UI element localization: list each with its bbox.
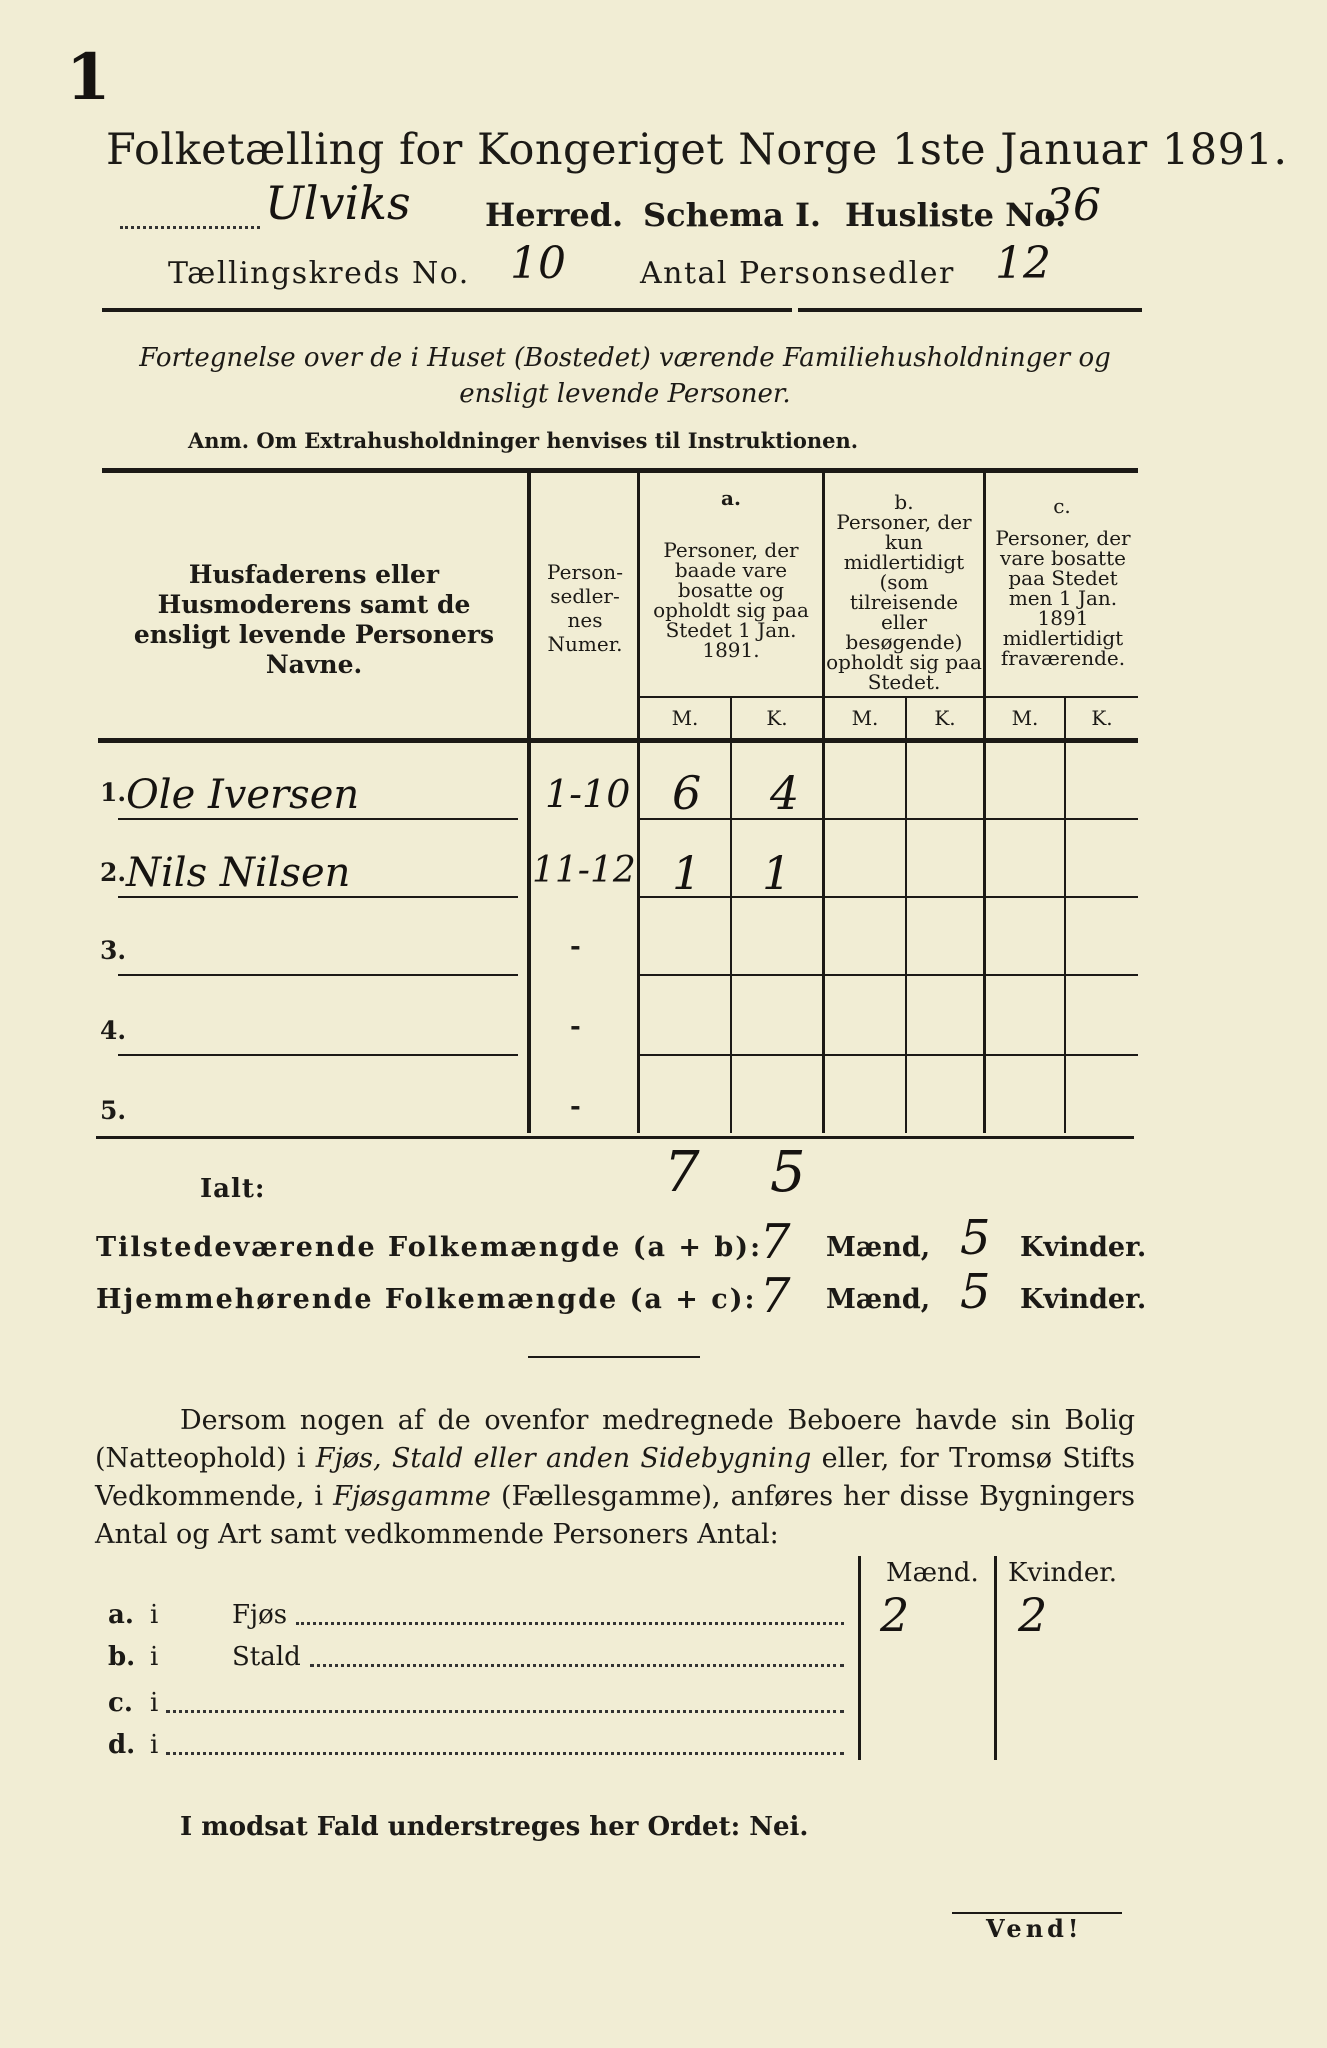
hjemme-m: 7 [760, 1268, 791, 1324]
col-c-letter: c. [1053, 494, 1071, 518]
kreds-value: 10 [510, 238, 566, 289]
schema-label: Schema I. [643, 196, 822, 234]
ialt-k: 5 [770, 1140, 806, 1205]
col-b-letter: b. [894, 490, 914, 514]
col-divider-c-mk [1064, 698, 1066, 1133]
row4-number: 4. [100, 1016, 127, 1045]
row1-name: Ole Iversen [126, 772, 360, 818]
bld-row-a-i: i [150, 1600, 159, 1630]
row1-number: 1. [100, 778, 127, 807]
bld-row-a-letter: a. [108, 1600, 134, 1630]
para-italic-1: Fjøs, Stald eller anden Sidebygning [315, 1443, 812, 1474]
row4-line-data [640, 1054, 1138, 1056]
c-m-label: M. [1011, 706, 1039, 730]
b-k-label: K. [934, 706, 956, 730]
col-numer-header: Person-sedler-nes Numer. [547, 560, 623, 656]
ialt-label: Ialt: [200, 1174, 266, 1204]
bld-maend-header: Mænd. [886, 1558, 979, 1588]
corner-mark: 1 [66, 40, 111, 115]
modsat-fald-note: I modsat Fald understreges her Ordet: Nei. [180, 1812, 809, 1842]
tilstede-kvinder: Kvinder. [1020, 1232, 1147, 1263]
para-text-2: eller, for Tromsø Stifts Vedkommende, i [95, 1443, 1135, 1512]
bld-row-a-kvinder: 2 [1018, 1588, 1048, 1642]
row1-a-m: 6 [672, 766, 702, 820]
bld-row-b-dots [310, 1664, 844, 1667]
row3-line [118, 974, 518, 976]
hjemme-label: Hjemmehørende Folkemængde (a + c): [96, 1284, 757, 1315]
row3-line-data [640, 974, 1138, 976]
mk-header-rule [637, 696, 1138, 698]
row2-line-data [640, 896, 1138, 898]
form-title: Folketælling for Kongeriget Norge 1ste Januar 1891. [106, 125, 1288, 175]
row1-a-k: 4 [770, 766, 800, 820]
col-divider-a-mk [730, 698, 732, 1133]
row2-line [118, 896, 518, 898]
sidebygning-paragraph [95, 1402, 1135, 1554]
a-k-label: K. [766, 706, 788, 730]
kreds-label: Tællingskreds No. [168, 256, 470, 291]
row4-numer: - [570, 1012, 581, 1042]
row1-line-data [640, 818, 1138, 820]
bld-row-b-label: Stald [232, 1642, 301, 1672]
anm-note: Anm. Om Extrahusholdninger henvises til Instruktionen. [188, 428, 859, 453]
tilstede-m: 7 [760, 1214, 791, 1270]
bld-row-a-maend: 2 [880, 1588, 910, 1642]
header-rule-right [798, 308, 1142, 312]
row5-number: 5. [100, 1096, 127, 1125]
a-m-label: M. [671, 706, 699, 730]
row5-numer: - [570, 1092, 581, 1122]
form-description: Fortegnelse over de i Huset (Bostedet) værende Familiehusholdninger og ensligt levende Personer. [139, 343, 1111, 409]
bld-row-c-dots [166, 1710, 844, 1713]
ialt-m: 7 [664, 1140, 700, 1205]
c-k-label: K. [1091, 706, 1113, 730]
herred-dots [120, 226, 260, 229]
row3-number: 3. [100, 936, 127, 965]
col-divider-numer [637, 473, 640, 1133]
herred-value: Ulviks [265, 176, 411, 230]
row2-a-k: 1 [762, 846, 792, 900]
col-a-letter: a. [721, 486, 741, 510]
personsedler-label: Antal Personsedler [640, 256, 955, 291]
hjemme-kvinder: Kvinder. [1020, 1284, 1147, 1315]
col-c-header: Personer, der vare bosatte paa Stedet men 1 Jan. 1891 midlertidigt fraværende. [995, 526, 1131, 670]
tilstede-k: 5 [960, 1210, 991, 1266]
table-header-bottom-rule [98, 738, 1138, 743]
bld-row-c-letter: c. [108, 1688, 133, 1718]
row2-name: Nils Nilsen [126, 850, 351, 896]
row1-numer: 1-10 [545, 772, 631, 816]
header-rule-left [102, 308, 792, 312]
table-bottom-rule [96, 1136, 1134, 1139]
bld-col-divider-1 [858, 1556, 861, 1760]
row2-a-m: 1 [672, 846, 702, 900]
row3-numer: - [570, 932, 581, 962]
tilstede-maend: Mænd, [826, 1232, 931, 1263]
hjemme-maend: Mænd, [826, 1284, 931, 1315]
bld-row-a-dots [296, 1622, 844, 1625]
col-divider-b [983, 473, 986, 1133]
totals-separator [528, 1356, 700, 1358]
col-b-header: Personer, der kun midlertidigt (som tilreisende eller besøgende) opholdt sig paa Stedet. [826, 510, 982, 694]
bld-kvinder-header: Kvinder. [1008, 1558, 1118, 1588]
herred-label: Herred. [485, 196, 624, 234]
bld-col-divider-2 [994, 1556, 997, 1760]
row1-line [118, 818, 518, 820]
b-m-label: M. [851, 706, 879, 730]
col-divider-a [822, 473, 825, 1133]
row4-line [118, 1054, 518, 1056]
para-italic-2: Fjøsgamme [333, 1481, 491, 1512]
husliste-label: Husliste No. [845, 196, 1067, 234]
husliste-value: 36 [1045, 180, 1101, 231]
col-divider-b-mk [905, 698, 907, 1133]
bld-row-d-i: i [150, 1730, 159, 1760]
col-divider-name [527, 473, 531, 1133]
bld-row-b-i: i [150, 1642, 159, 1672]
bld-row-d-dots [166, 1752, 844, 1755]
vend-label: Vend! [986, 1914, 1083, 1943]
bld-row-d-letter: d. [108, 1730, 136, 1760]
bld-row-b-letter: b. [108, 1642, 136, 1672]
para-text-1: Dersom nogen af de ovenfor medregnede Beboere havde sin Bolig (Natteophold) i [95, 1405, 1135, 1474]
personsedler-value: 12 [995, 238, 1051, 289]
row2-number: 2. [100, 858, 127, 887]
para-text-3: (Fællesgamme), anføres her disse Bygningers Antal og Art samt vedkommende Personers Antal: [95, 1481, 1135, 1550]
col-name-header: Husfaderens eller Husmoderens samt de ensligt levende Personers Navne. [133, 560, 495, 679]
bld-row-c-i: i [150, 1688, 159, 1718]
row2-numer: 11-12 [532, 850, 636, 891]
hjemme-k: 5 [960, 1264, 991, 1320]
col-a-header: Personer, der baade vare bosatte og opholdt sig paa Stedet 1 Jan. 1891. [653, 538, 809, 662]
tilstede-label: Tilstedeværende Folkemængde (a + b): [96, 1232, 763, 1263]
bld-row-a-label: Fjøs [232, 1600, 288, 1630]
